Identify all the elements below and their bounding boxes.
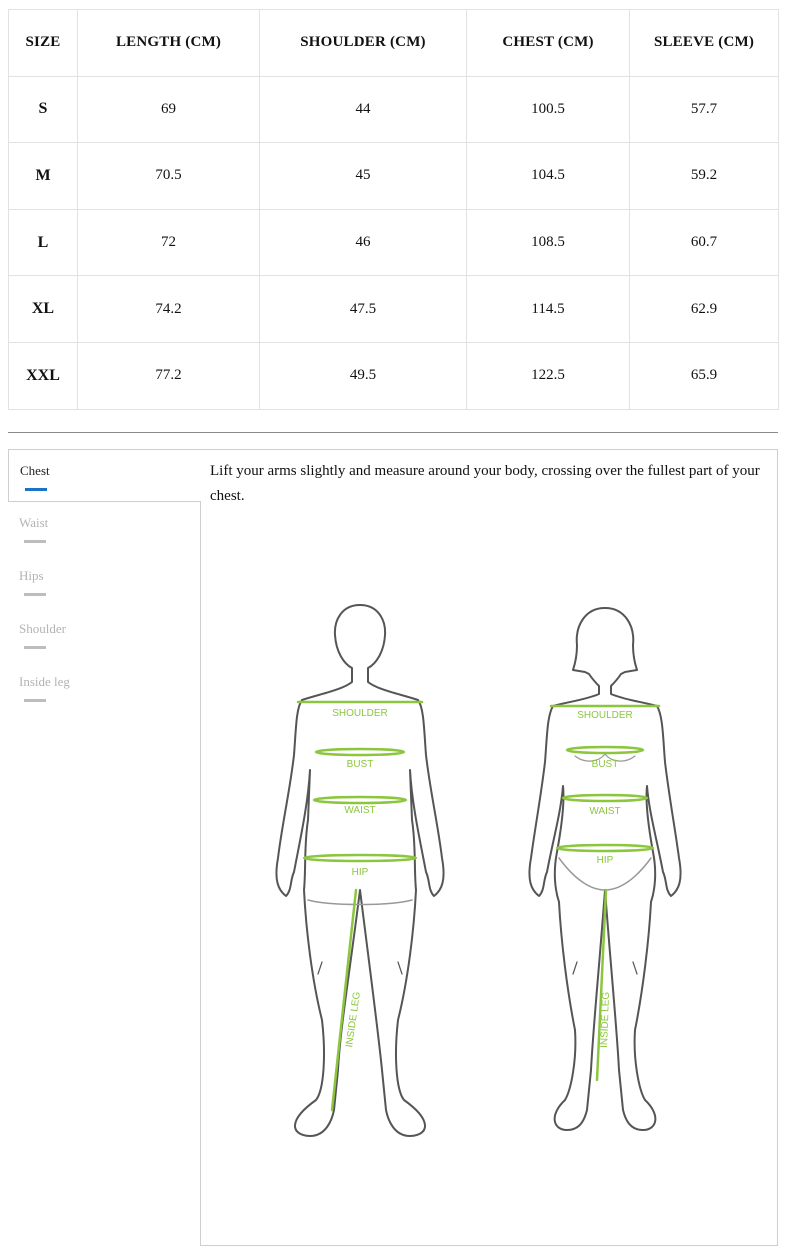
- table-row: [9, 209, 779, 276]
- sleeve-cell: 59.2: [630, 143, 779, 210]
- header-size: SIZE: [9, 10, 78, 77]
- size-chart-table: [8, 9, 779, 410]
- length-cell: 70.5: [78, 143, 260, 210]
- length-cell: 74.2: [78, 276, 260, 343]
- female-inside-leg-label: INSIDE LEG: [599, 991, 612, 1049]
- tab-inside-leg[interactable]: [8, 661, 201, 714]
- table-row: [9, 143, 779, 210]
- length-cell: 69: [78, 76, 260, 143]
- shoulder-cell: 45: [260, 143, 467, 210]
- length-cell: 72: [78, 209, 260, 276]
- tab-label: Hips: [19, 568, 44, 583]
- table-row: [9, 342, 779, 409]
- chest-cell: 104.5: [467, 143, 630, 210]
- header-sleeve: SLEEVE (CM): [630, 10, 779, 77]
- tab-hips[interactable]: [8, 555, 201, 608]
- measurement-tabs: [8, 449, 201, 714]
- female-bust-label: BUST: [591, 759, 619, 770]
- measurement-instruction: Lift your arms slightly and measure around your body, crossing over the fullest part of your chest.: [210, 463, 760, 504]
- active-tab-indicator: [25, 488, 47, 491]
- table-header-row: [9, 10, 779, 77]
- tab-label: Inside leg: [19, 674, 70, 689]
- sleeve-cell: 60.7: [630, 209, 779, 276]
- tab-indicator: [24, 593, 46, 596]
- female-waist-label: WAIST: [589, 806, 621, 817]
- size-cell: XL: [9, 276, 78, 343]
- tab-label: Chest: [20, 463, 50, 478]
- male-hip-label: HIP: [351, 867, 369, 878]
- tab-shoulder[interactable]: [8, 608, 201, 661]
- table-row: [9, 276, 779, 343]
- sleeve-cell: 57.7: [630, 76, 779, 143]
- tab-label: Waist: [19, 515, 49, 530]
- male-bust-label: BUST: [346, 759, 374, 770]
- size-cell: XXL: [9, 342, 78, 409]
- shoulder-cell: 49.5: [260, 342, 467, 409]
- shoulder-cell: 46: [260, 209, 467, 276]
- sleeve-cell: 65.9: [630, 342, 779, 409]
- male-shoulder-label: SHOULDER: [332, 708, 388, 719]
- header-chest: CHEST (CM): [467, 10, 630, 77]
- sleeve-cell: 62.9: [630, 276, 779, 343]
- size-cell: M: [9, 143, 78, 210]
- size-cell: L: [9, 209, 78, 276]
- length-cell: 77.2: [78, 342, 260, 409]
- female-hip-label: HIP: [596, 855, 614, 866]
- chest-cell: 122.5: [467, 342, 630, 409]
- size-cell: S: [9, 76, 78, 143]
- header-length: LENGTH (CM): [78, 10, 260, 77]
- male-waist-label: WAIST: [344, 805, 376, 816]
- tab-label: Shoulder: [19, 621, 66, 636]
- chest-cell: 100.5: [467, 76, 630, 143]
- tab-indicator: [24, 646, 46, 649]
- table-row: [9, 76, 779, 143]
- tab-chest[interactable]: [8, 449, 201, 502]
- shoulder-cell: 47.5: [260, 276, 467, 343]
- female-shoulder-label: SHOULDER: [577, 710, 633, 721]
- section-divider: [8, 432, 778, 433]
- tab-waist[interactable]: [8, 502, 201, 555]
- male-inside-leg-label: INSIDE LEG: [344, 991, 363, 1049]
- header-shoulder: SHOULDER (CM): [260, 10, 467, 77]
- body-measurement-illustration: [260, 590, 700, 1150]
- tab-indicator: [24, 540, 46, 543]
- chest-cell: 114.5: [467, 276, 630, 343]
- chest-cell: 108.5: [467, 209, 630, 276]
- tab-indicator: [24, 699, 46, 702]
- female-figure-icon: [529, 608, 680, 1130]
- shoulder-cell: 44: [260, 76, 467, 143]
